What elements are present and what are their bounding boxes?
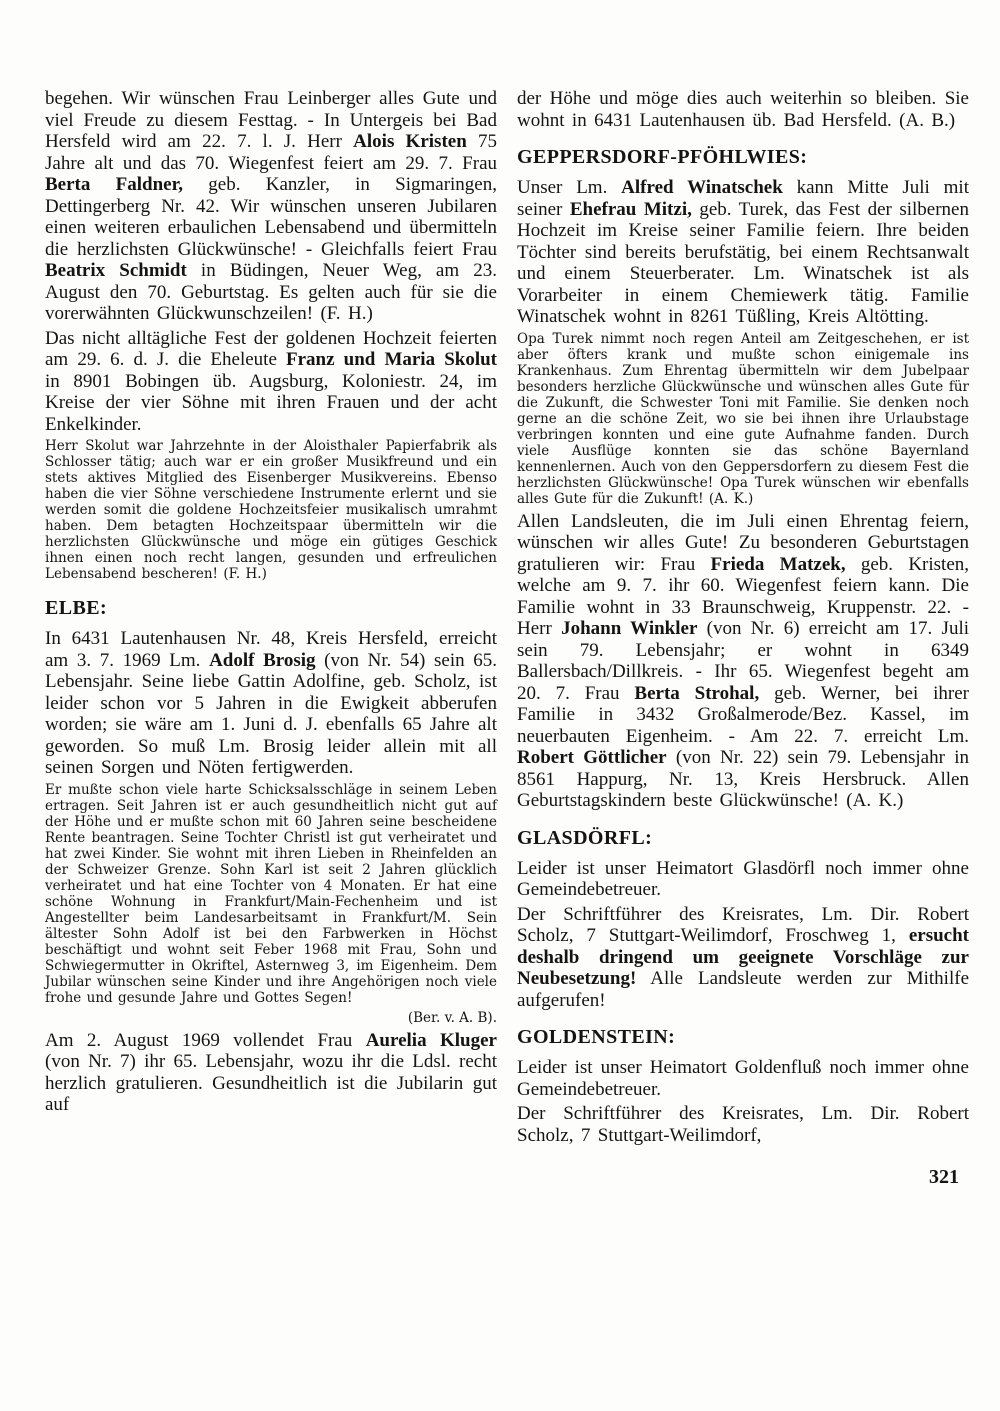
smallprint-skolut-details: Herr Skolut war Jahrzehnte in der Aloisthaler Papierfabrik als Schlosser tätig; auch war er ein großer Musikfreund und ein stets aktives Mitglied des Eisenberger Musikvereins. Ebenso haben die vier Söhne verschiedene Instrumente erlernt und sie werden somit die goldene Hochzeitsfeier musikalisch umrahmt haben. Dem betagten Hochzeitspaar übermitteln wir die herzlichsten Glückwünsche und möge ein gütiges Geschick ihnen einen noch recht langen, gesunden und erfreulichen Lebensabend bescheren! (F. H.) — [45, 438, 497, 582]
person-name-frieda-matzek: Frieda Matzek, — [710, 553, 846, 575]
notice-paragraph-goldenstein-status: Leider ist unser Heimatort Goldenfluß noch immer ohne Gemeindebetreuer. — [517, 1057, 969, 1100]
text-run: Unser Lm. — [517, 177, 622, 198]
text-run: in Büdingen, Neuer Weg, am 23. August den 70. Geburtstag. Es gelten auch für sie die vorerwähnten Glückwunschzeilen! (F. H.) — [45, 260, 497, 324]
notice-paragraph-winatschek — [517, 177, 969, 328]
person-name-johann-winkler: Johann Winkler — [561, 618, 698, 639]
text-run: (von Nr. 6) erreicht am 17. Juli sein 79. Lebensjahr; er wohnt in 6349 Ballersbach/Dillkreis. - Ihr 65. Wiegenfest begeht am 20. 7. Frau — [517, 618, 969, 704]
text-run: begehen. Wir wünschen Frau Leinberger alles Gute und viel Freude zu diesem Festtag. - In Untergeis bei Bad Hersfeld wird am 22. 7. l. J. Herr — [45, 88, 497, 152]
person-name-berta-strohal: Berta Strohal, — [634, 682, 760, 704]
section-heading-glasdoerfl: GLASDÖRFL: — [517, 826, 653, 849]
text-run: (von Nr. 54) sein 65. Lebensjahr. Seine liebe Gattin Adolfine, geb. Scholz, ist leider schon vor 5 Jahren in die Ewigkeit abberufen worden; sie wäre am 1. Juni d. J. ebenfalls 65 Jahre alt geworden. So muß Lm. Brosig leider allein mit all seinen Sorgen und Nöten fertigwerden. — [45, 649, 498, 778]
text-run: geb. Turek, das Fest der silbernen Hochzeit im Kreise seiner Familie feiern. Ihre beiden Töchter sind bereits berufstätig, bei einem Rechtsanwalt und einem Steuerberater. Lm. Winatschek ist als Vorarbeiter in einem Chemiewerk tätig. Familie Winatschek wohnt in 8261 Tüßling, Kreis Altötting. — [517, 198, 969, 327]
text-run: Das nicht alltägliche Fest der goldenen Hochzeit feierten am 29. 6. d. J. die Eheleute — [45, 327, 497, 370]
text-run: geb. Kristen, welche am 9. 7. ihr 60. Wiegenfest feiern kann. Die Familie wohnt in 33 Braunschweig, Kruppenstr. 22. - Herr — [517, 553, 970, 639]
left-column — [45, 88, 497, 1119]
section-heading-elbe: ELBE: — [45, 597, 108, 619]
text-run: Alle Landsleute werden zur Mithilfe aufgerufen! — [517, 968, 969, 1011]
notice-paragraph-skolut-golden-wedding — [45, 328, 497, 436]
text-run: geb. Kanzler, in Sigmaringen, Dettingerberg Nr. 42. Wir wünschen unseren Jubilaren einen weiteren erbaulichen Lebensabend und übermitteln die herzlichsten Glückwünsche! - Gleichfalls feiert Frau — [45, 174, 497, 260]
smallprint-opa-turek-details: Opa Turek nimmt noch regen Anteil am Zeitgeschehen, er ist aber öfters krank und mußte schon einigemale ins Krankenhaus. Zum Ehrentag übermitteln wir dem Jubelpaar besonders herzliche Glückwünsche und wünschen alles Gute für die Zukunft, die Schwester Toni mit Familie. Sie denken noch gerne an die schöne Zeit, wo sie bei ihnen ihre Urlaubstage verbringen konnten und eine gute Aufnahme fanden. Durch viele Ausflüge konnten sie das schöne Bayernland kennenlernen. Auch von den Geppersdorfern zu diesem Fest die herzlichsten Glückwünsche! Opa Turek wünschen wir ebenfalls alles Gute für die Zukunft! (A. K.) — [517, 330, 969, 507]
notice-paragraph-july-birthdays — [517, 511, 969, 812]
person-name-berta-faldner: Berta Faldner, — [45, 174, 184, 195]
person-name-aurelia-kluger: Aurelia Kluger — [365, 1029, 497, 1051]
right-column — [517, 88, 969, 1189]
text-run: Der Schriftführer des Kreisrates, Lm. Dir. Robert Scholz, 7 Stuttgart-Weilimdorf, Froschweg 1, — [517, 903, 969, 946]
text-run: Allen Landsleuten, die im Juli einen Ehrentag feiern, wünschen wir alles Gute! Zu besonderen Geburtstagen gratulieren wir: Frau — [517, 510, 969, 575]
appeal-bold-text: ersucht deshalb dringend um geeignete Vorschläge zur Neubesetzung! — [517, 925, 969, 989]
person-name-ehefrau-mitzi: Ehefrau Mitzi, — [569, 198, 692, 220]
person-name-robert-goettlicher: Robert Göttlicher — [517, 747, 667, 768]
text-run: (von Nr. 22) sein 79. Lebensjahr in 8561 Happurg, Nr. 13, Kreis Hersbruck. Allen Geburtstagskindern beste Glückwünsche! (A. K.) — [517, 747, 969, 811]
notice-paragraph-goldenstein-appeal: Der Schriftführer des Kreisrates, Lm. Dir. Robert Scholz, 7 Stuttgart-Weilimdorf, — [517, 1103, 969, 1146]
person-name-adolf-brosig: Adolf Brosig — [209, 649, 316, 671]
page-number: 321 — [929, 1166, 959, 1188]
text-run: Am 2. August 1969 vollendet Frau — [45, 1029, 366, 1051]
person-name-alfred-winatschek: Alfred Winatschek — [621, 177, 783, 198]
text-run: geb. Werner, bei ihrer Familie in 3432 Großalmerode/Bez. Kassel, im neuerbauten Eigenheim. - Am 22. 7. erreicht Lm. — [517, 682, 969, 747]
text-run: In 6431 Lautenhausen Nr. 48, Kreis Hersfeld, erreicht am 3. 7. 1969 Lm. — [45, 628, 497, 671]
notice-paragraph-glasdoerfl-appeal — [517, 904, 969, 1012]
person-name-franz-maria-skolut: Franz und Maria Skolut — [286, 349, 497, 370]
section-heading-goldenstein: GOLDENSTEIN: — [517, 1026, 676, 1048]
notice-paragraph-kluger — [45, 1030, 497, 1116]
section-heading-geppersdorf-pfoehlwies: GEPPERSDORF-PFÖHLWIES: — [517, 146, 808, 168]
text-run: (von Nr. 7) ihr 65. Lebensjahr, wozu ihr die Ldsl. recht herzlich gratulieren. Gesundheitlich ist die Jubilarin gut auf — [45, 1051, 497, 1115]
smallprint-brosig-details: Er mußte schon viele harte Schicksalsschläge in seinem Leben ertragen. Seit Jahren ist er auch gesundheitlich nicht gut auf der Höhe und er mußte schon mit 60 Jahren seine bescheidene Rente beantragen. Seine Tochter Christl ist gut verheiratet und hat zwei Kinder. Sie wohnt mit ihren Lieben in Rheinfelden an der Schweizer Grenze. Sohn Karl ist seit 2 Jahren glücklich verheiratet und hat eine Tochter von 4 Monaten. Er hat eine schöne Wohnung in Frankfurt/Main-Fechenheim und ist Angestellter beim Landesarbeitsamt in Frankfurt/M. Sein ältester Sohn Adolf ist bei den Farbwerken in Höchst beschäftigt und wohnt seit Feber 1968 mit Frau, Sohn und Schwiegermutter in Okriftel, Asternweg 3, im Eigenheim. Dem Jubilar wünschen seine Kinder und ihre Angehörigen noch viele frohe und gesunde Jahre und Gottes Segen! — [45, 781, 497, 1006]
notice-paragraph-brosig — [45, 628, 497, 779]
text-run: in 8901 Bobingen üb. Augsburg, Koloniestr. 24, im Kreise der vier Söhne mit ihren Frauen und der acht Enkelkinder. — [45, 370, 497, 435]
notice-paragraph-glasdoerfl-status: Leider ist unser Heimatort Glasdörfl noch immer ohne Gemeindebetreuer. — [517, 857, 969, 900]
text-run: 75 Jahre alt und das 70. Wiegenfest feiert am 29. 7. Frau — [45, 131, 497, 174]
text-run: kann Mitte Juli mit seiner — [517, 177, 969, 220]
smallprint-signature: (Ber. v. A. B). — [407, 1009, 497, 1026]
notice-paragraph-kluger-continuation: der Höhe und möge dies auch weiterhin so bleiben. Sie wohnt in 6431 Lautenhausen üb. Bad Hersfeld. (A. B.) — [517, 88, 969, 131]
notice-paragraph-leinberger-kristen-faldner-schmidt — [45, 88, 497, 325]
person-name-alois-kristen: Alois Kristen — [353, 131, 467, 152]
person-name-beatrix-schmidt: Beatrix Schmidt — [45, 260, 187, 281]
